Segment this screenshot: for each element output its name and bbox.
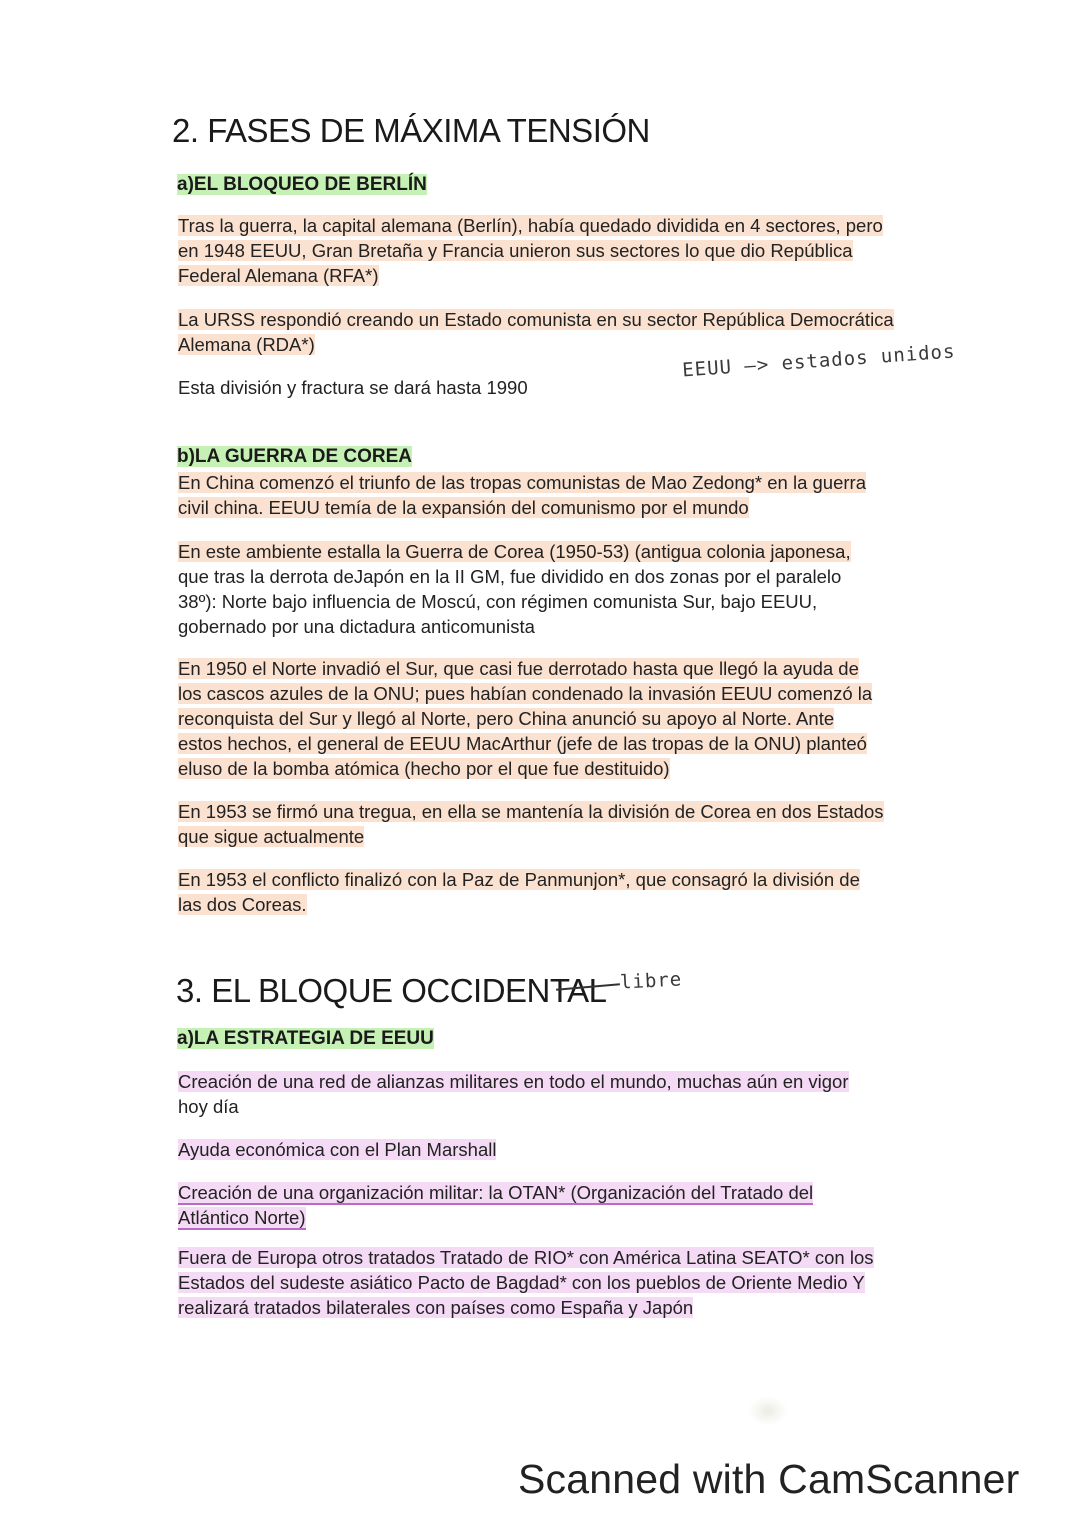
section-2a-heading [177, 174, 427, 196]
line: gobernado por una dictadura anticomunista [178, 616, 535, 637]
line: que sigue actualmente [178, 826, 365, 847]
scanner-watermark: Scanned with CamScanner [518, 1456, 1020, 1502]
berlin-paragraph-2 [178, 307, 918, 357]
strategy-paragraph-2 [178, 1137, 918, 1162]
line: en 1948 EEUU, Gran Bretaña y Francia unieron sus sectores lo que dio República [178, 240, 853, 261]
line: los cascos azules de la ONU; pues habían condenado la invasión EEUU comenzó la [178, 683, 873, 704]
line: las dos Coreas. [178, 894, 307, 915]
line: En 1953 el conflicto finalizó con la Paz de Panmunjon*, que consagró la división de [178, 869, 860, 890]
line: eluso de la bomba atómica (hecho por el que fue destituido) [178, 758, 670, 779]
line: realizará tratados bilaterales con países como España y Japón [178, 1297, 694, 1318]
section-2b-heading [177, 446, 412, 468]
line: Ayuda económica con el Plan Marshall [178, 1139, 497, 1160]
line: La URSS respondió creando un Estado comunista en su sector República Democrática [178, 309, 894, 330]
strategy-paragraph-4 [178, 1245, 918, 1320]
line: En China comenzó el triunfo de las tropas comunistas de Mao Zedong* en la guerra [178, 472, 866, 493]
line: Creación de una red de alianzas militares en todo el mundo, muchas aún en vigor [178, 1071, 849, 1092]
line: reconquista del Sur y llegó al Norte, pero China anunció su apoyo al Norte. Ante [178, 708, 835, 729]
line: que tras la derrota deJapón en la II GM, fue dividido en dos zonas por el paralelo [178, 566, 842, 587]
paper-smudge [748, 1396, 788, 1426]
line: Tras la guerra, la capital alemana (Berlín), había quedado dividida en 4 sectores, pero [178, 215, 883, 236]
berlin-paragraph-1 [178, 213, 918, 288]
strategy-paragraph-3 [178, 1180, 918, 1230]
strategy-paragraph-1 [178, 1069, 918, 1119]
line: Creación de una organización militar: la OTAN* (Organización del Tratado del [178, 1182, 814, 1203]
line: Fuera de Europa otros tratados Tratado de RIO* con América Latina SEATO* con los [178, 1247, 874, 1268]
handwritten-note-libre: libre [619, 968, 683, 994]
line: Alemana (RDA*) [178, 334, 315, 355]
heading-highlight: b)LA GUERRA DE COREA [177, 446, 413, 467]
line: estos hechos, el general de EEUU MacArthur (jefe de las tropas de la ONU) planteó [178, 733, 867, 754]
line: Estados del sudeste asiático Pacto de Bagdad* con los pueblos de Oriente Medio Y [178, 1272, 865, 1293]
section-3a-heading [177, 1028, 434, 1050]
handwritten-note-eeuu: EEUU —> estados unidos [681, 340, 957, 382]
line: Esta división y fractura se dará hasta 1990 [178, 377, 528, 398]
korea-paragraph-3 [178, 656, 918, 781]
line: civil china. EEUU temía de la expansión del comunismo por el mundo [178, 497, 749, 518]
section-3-title: 3. EL BLOQUE OCCIDENTAL [176, 972, 607, 1009]
korea-paragraph-1 [178, 470, 918, 520]
line: En 1950 el Norte invadió el Sur, que casi fue derrotado hasta que llegó la ayuda de [178, 658, 859, 679]
line: Atlántico Norte) [178, 1207, 306, 1228]
korea-paragraph-5 [178, 867, 918, 917]
korea-paragraph-4 [178, 799, 918, 849]
line: En este ambiente estalla la Guerra de Corea (1950-53) (antigua colonia japonesa, [178, 541, 851, 562]
line: 38º): Norte bajo influencia de Moscú, con régimen comunista Sur, bajo EEUU, [178, 591, 818, 612]
korea-paragraph-2 [178, 539, 918, 639]
berlin-paragraph-3 [178, 375, 918, 400]
line: En 1953 se firmó una tregua, en ella se mantenía la división de Corea en dos Estados [178, 801, 884, 822]
section-2-title: 2. FASES DE MÁXIMA TENSIÓN [172, 112, 650, 149]
heading-highlight: a)LA ESTRATEGIA DE EEUU [177, 1028, 434, 1049]
line: hoy día [178, 1096, 239, 1117]
heading-highlight: a)EL BLOQUEO DE BERLÍN [177, 174, 427, 195]
line: Federal Alemana (RFA*) [178, 265, 379, 286]
